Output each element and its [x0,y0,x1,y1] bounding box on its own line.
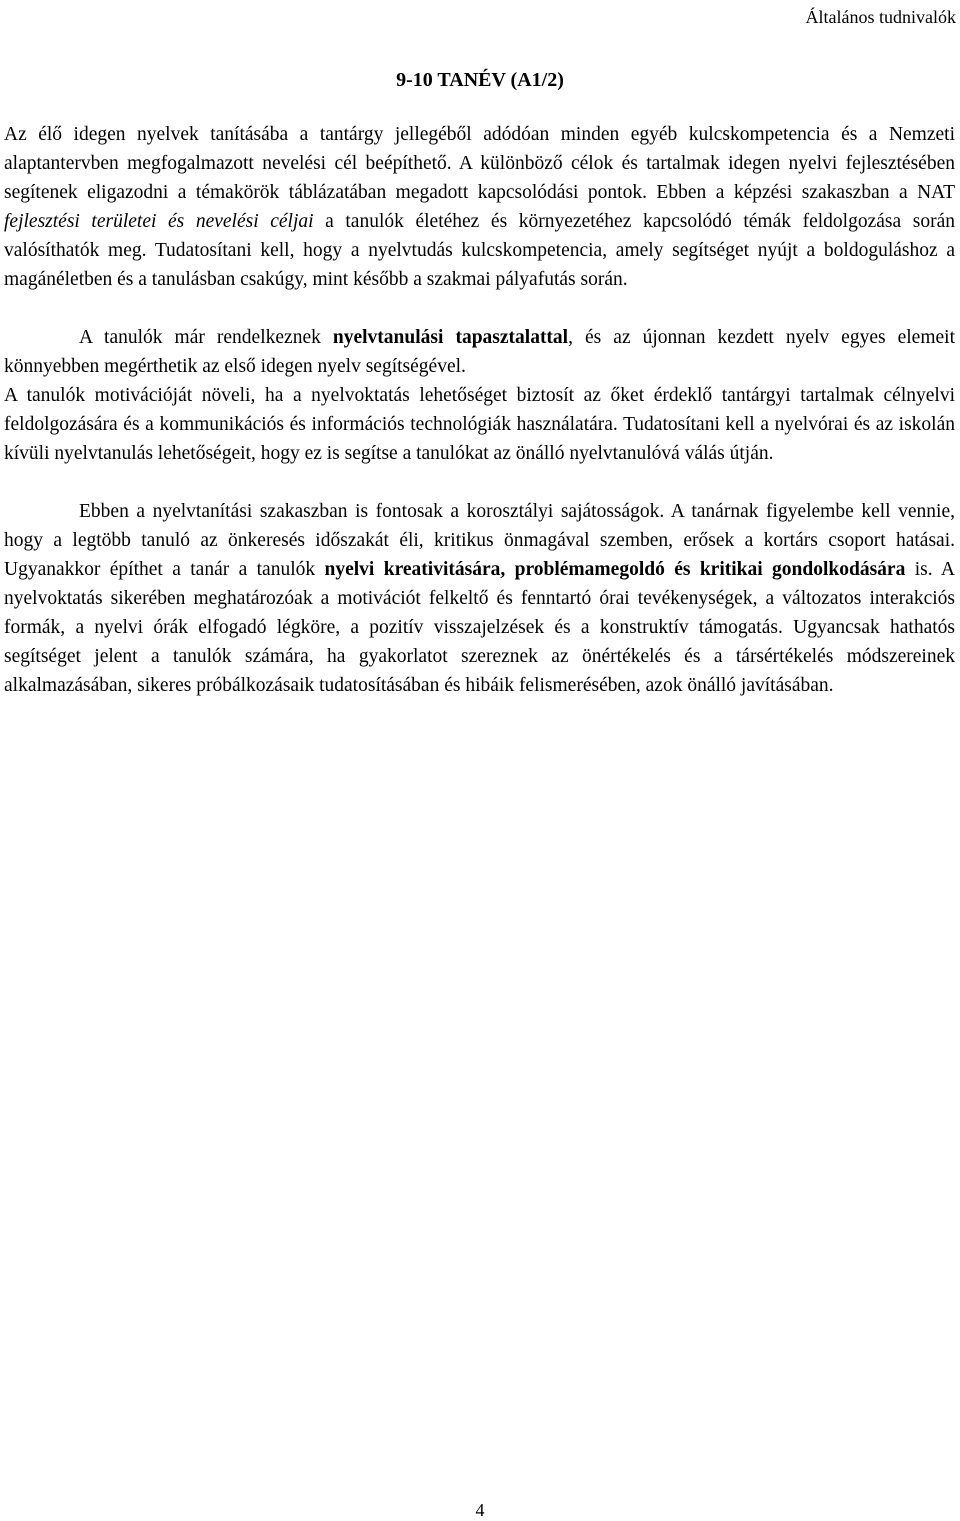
page-number: 4 [475,1500,485,1520]
paragraph-1-text: Az élő idegen nyelvek tanításába a tantárgy jellegéből adódóan minden egyéb kulcskompetencia és a Nemzeti alaptantervben megfogalmazott nevelési cél beépíthető. A különböző célok és tartalmak idegen nyelvi fejlesztésében segítenek eligazodni a témakörök táblázatában megadott kapcsolódási pontok. Ebben a képzési szakaszban a NAT [4,124,955,203]
paragraph-2-text-cont: , és az újonnan kezdett nyelv egyes elemeit könnyebben megérthetik az első idegen nyelv segítségével. [4,327,955,377]
paragraph-3: A tanulók motivációját növeli, ha a nyelvoktatás lehetőséget biztosít az őket érdeklő tantárgyi tartalmak célnyelvi feldolgozására és a kommunikációs és információs technológiák használatára. Tudatosítani kell a nyelvórai és az iskolán kívüli nyelvtanulás lehetőségeit, hogy ez is segítse a tanulókat az önálló nyelvtanulóvá válás útján. [4,385,955,464]
paragraph-4-bold: nyelvi kreativitására, problémamegoldó és kritikai gondolkodására [324,559,906,580]
body-text [4,120,955,700]
paragraph-1 [4,120,955,294]
paragraph-1-italic: fejlesztési területei és nevelési céljai [4,211,314,232]
paragraph-2 [4,323,955,381]
paragraph-1-text-cont: a tanulók életéhez és környezetéhez kapcsolódó témák feldolgozása során valósíthatók meg. Tudatosítani kell, hogy a nyelvtudás kulcskompetencia, amely segítséget nyújt a boldoguláshoz a magánéletben és a tanulásban csakúgy, mint később a szakmai pályafutás során. [4,211,955,290]
paragraph-4-text: Ebben a nyelvtanítási szakaszban is fontosak a korosztályi sajátosságok. A tanárnak figyelembe kell vennie, hogy a legtöbb tanuló az önkeresés időszakát éli, kritikus önmagával szemben, erősek a kortárs csoport hatásai. Ugyanakkor építhet a tanár a tanulók [4,501,955,580]
paragraph-2-bold: nyelvtanulási tapasztalattal [332,327,569,348]
paragraph-2-text: A tanulók már rendelkeznek [79,327,333,348]
page-title: 9-10 TANÉV (A1/2) [396,69,564,91]
paragraph-4 [4,497,955,700]
running-header: Általános tudnivalók [805,7,956,27]
paragraph-4-text-cont: is. A nyelvoktatás sikerében meghatározóak a motivációt felkeltő és fenntartó órai tevékenységek, a változatos interakciós formák, a nyelvi órák elfogadó légköre, a pozitív visszajelzések és a konstruktív támogatás. Ugyancsak hathatós segítséget jelent a tanulók számára, ha gyakorlatot szereznek az önértékelés és a társértékelés módszereinek alkalmazásában, sikeres próbálkozásaik tudatosításában és hibáik felismerésében, azok önálló javításában. [4,559,955,696]
